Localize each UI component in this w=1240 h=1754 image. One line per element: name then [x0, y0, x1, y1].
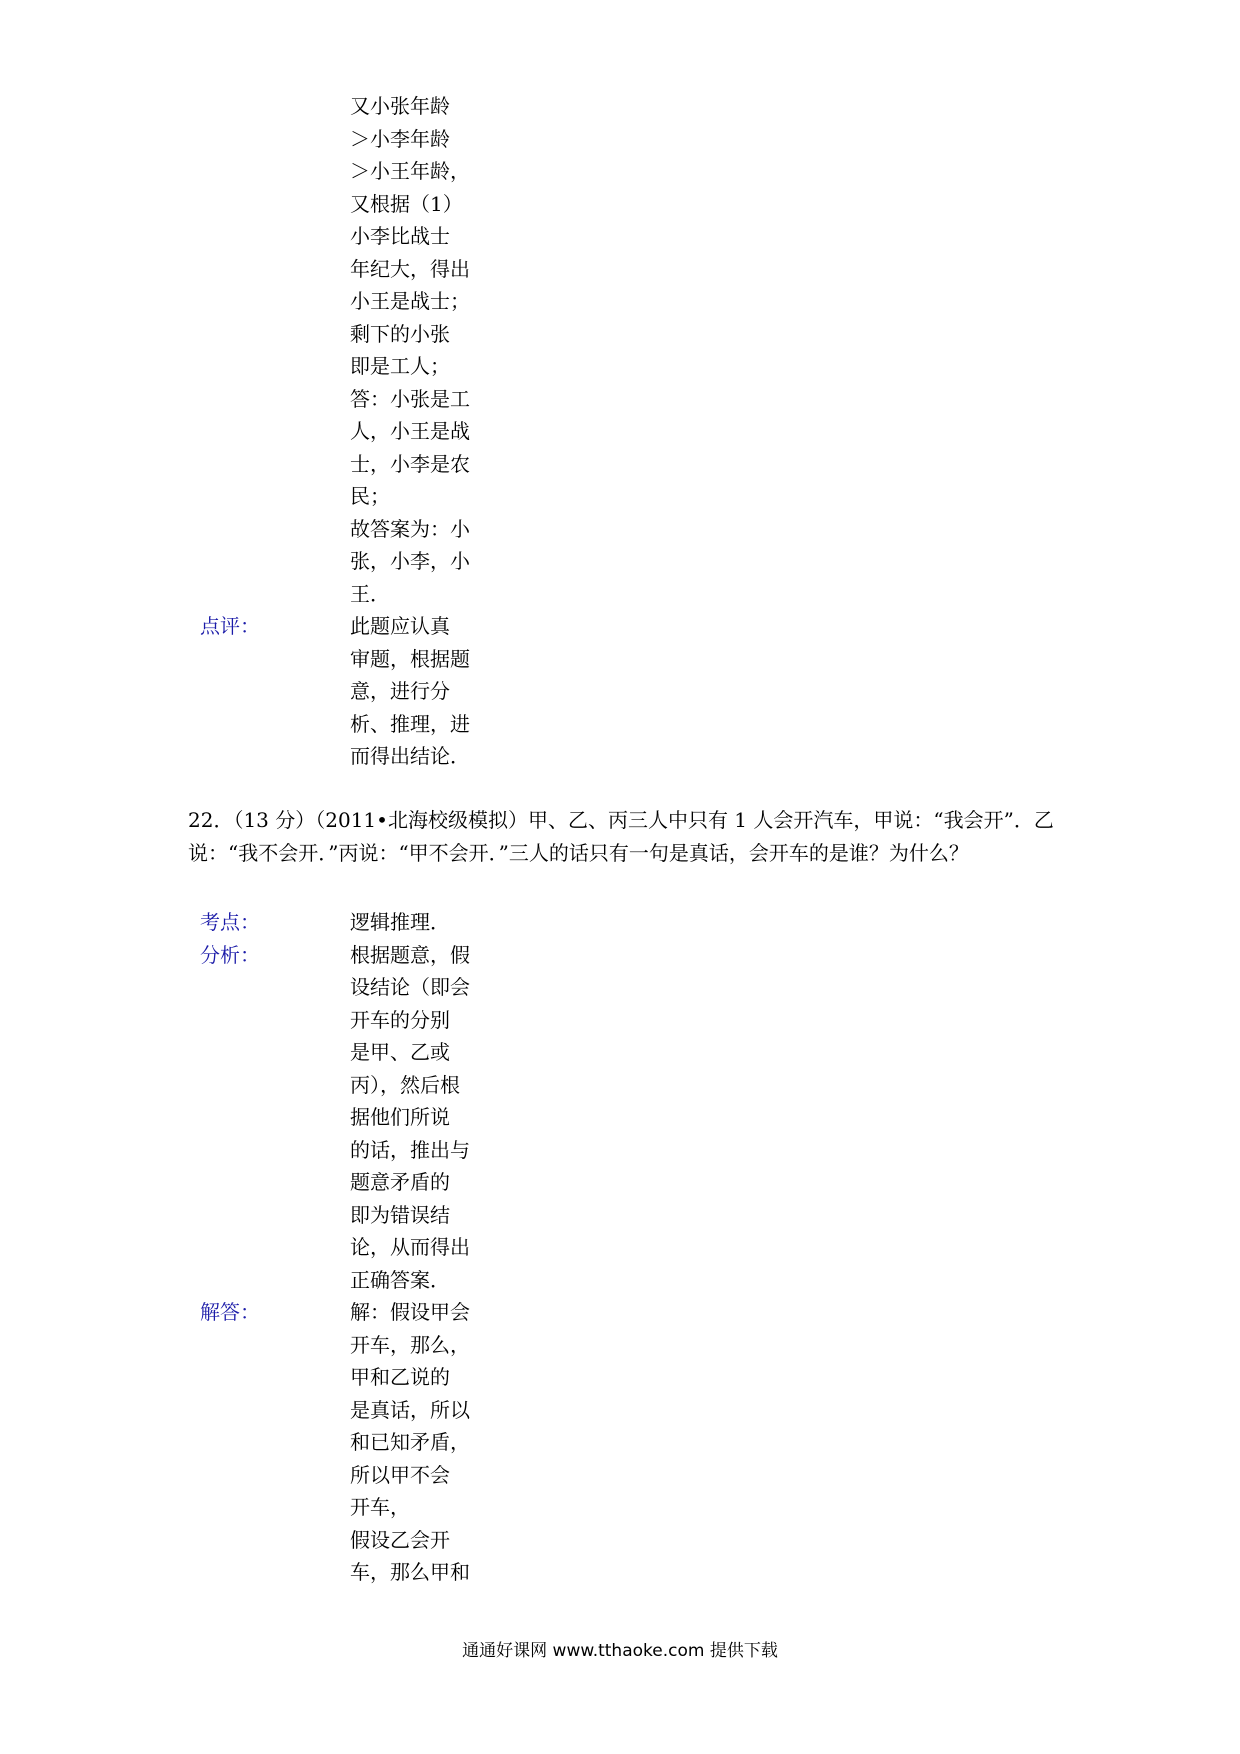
answer-line: 王．	[350, 581, 390, 606]
jieda-label: 解答：	[200, 1300, 260, 1324]
question-line: 说：“我不会开．”丙说：“甲不会开．”三人的话只有一句是真话，会开车的是谁？为什么？	[188, 841, 969, 865]
answer-line: 民；	[350, 484, 390, 508]
answer-line: ＞小王年龄，	[350, 159, 470, 183]
fenxi-line: 正确答案．	[350, 1267, 450, 1292]
fenxi-line: 是甲、乙或	[350, 1040, 450, 1064]
fenxi-section	[200, 939, 1000, 1297]
answer-line: 即是工人；	[350, 354, 450, 378]
fenxi-line: 论，从而得出	[350, 1235, 470, 1259]
comment-line: 而得出结论．	[350, 744, 470, 768]
page-footer: 通通好课网 www.tthaoke.com 提供下载	[462, 1641, 778, 1661]
comment-line: 此题应认真	[350, 614, 450, 638]
kaodian-line: 逻辑推理．	[350, 910, 450, 934]
comment-content	[350, 610, 480, 773]
answer-line: 年纪大，得出	[350, 256, 470, 281]
jieda-line: 假设乙会开	[350, 1527, 450, 1552]
jieda-line: 所以甲不会	[350, 1462, 450, 1487]
answer-section	[200, 90, 1000, 610]
answer-line: 又根据（1）	[350, 191, 463, 216]
fenxi-line: 设结论（即会	[350, 975, 470, 999]
answer-line: 答：小张是工	[350, 386, 470, 411]
question-line: 22．（13 分）（2011•北海校级模拟）甲、乙、丙三人中只有 1 人会开汽车，甲说：“我会开”．乙	[188, 808, 1054, 832]
fenxi-line: 据他们所说	[350, 1105, 450, 1129]
answer-line: 小王是战士；	[350, 289, 470, 313]
comment-section	[200, 610, 1000, 773]
solution-22	[200, 906, 1000, 1589]
answer-line: 小李比战士	[350, 224, 450, 248]
comment-line: 析、推理，进	[350, 711, 470, 736]
jieda-line: 开车，	[350, 1495, 410, 1519]
comment-line: 审题，根据题	[350, 646, 470, 671]
kaodian-content	[350, 906, 480, 939]
answer-line: 故答案为：小	[350, 516, 470, 541]
comment-label: 点评：	[200, 614, 260, 638]
answer-line: 士，小李是农	[350, 451, 470, 476]
fenxi-line: 即为错误结	[350, 1202, 450, 1227]
answer-line: ＞小李年龄	[350, 126, 450, 151]
answer-line: 人，小王是战	[350, 419, 470, 443]
previous-solution	[200, 90, 1000, 773]
fenxi-line: 开车的分别	[350, 1007, 450, 1032]
fenxi-line: 题意矛盾的	[350, 1170, 450, 1194]
fenxi-label: 分析：	[200, 942, 260, 967]
jieda-line: 开车，那么，	[350, 1332, 470, 1357]
fenxi-line: 的话，推出与	[350, 1137, 470, 1162]
answer-line: 剩下的小张	[350, 321, 450, 346]
comment-line: 意，进行分	[350, 679, 450, 703]
jieda-line: 甲和乙说的	[350, 1365, 450, 1389]
answer-line: 又小张年龄	[350, 94, 450, 118]
kaodian-label: 考点：	[200, 910, 260, 934]
fenxi-content	[350, 939, 480, 1297]
answer-content	[350, 90, 480, 610]
kaodian-section	[200, 906, 1000, 939]
fenxi-line: 根据题意，假	[350, 942, 470, 967]
answer-line: 张，小李，小	[350, 549, 470, 573]
jieda-line: 是真话，所以	[350, 1397, 470, 1422]
jieda-line: 和已知矛盾，	[350, 1430, 470, 1454]
fenxi-line: 丙），然后根	[350, 1072, 460, 1097]
jieda-line: 解：假设甲会	[350, 1300, 470, 1324]
jieda-line: 车，那么甲和	[350, 1560, 470, 1584]
jieda-section	[200, 1296, 1000, 1589]
jieda-content	[350, 1296, 480, 1589]
question-22	[188, 804, 1068, 870]
